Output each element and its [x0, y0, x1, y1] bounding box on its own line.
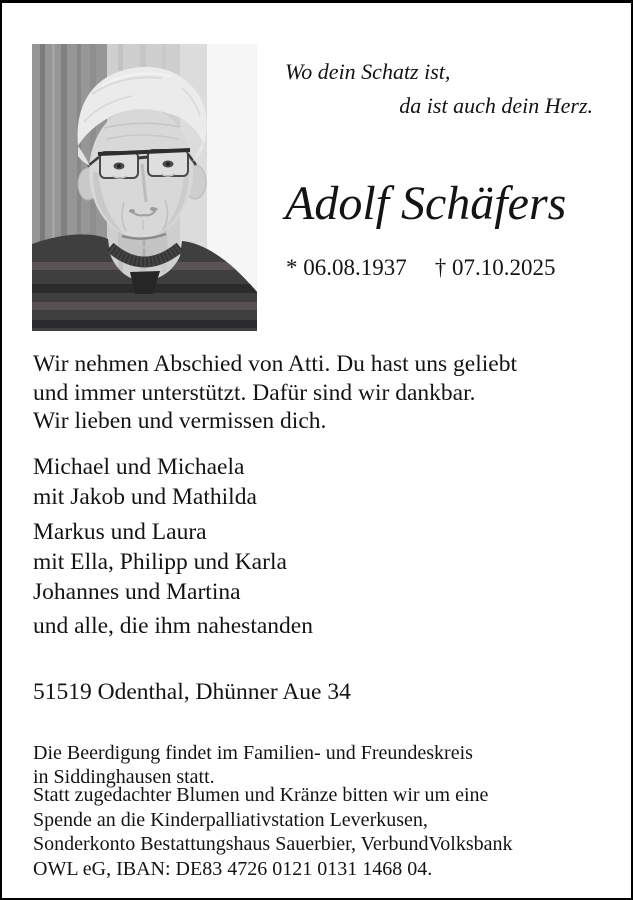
epitaph-quote	[285, 55, 597, 123]
farewell-paragraph	[33, 350, 517, 436]
donation-line: Statt zugedachter Blumen und Kränze bitten wir um eine	[33, 784, 489, 806]
mourner-line: Michael und Michaela	[33, 454, 245, 480]
farewell-line: und immer unterstützt. Dafür sind wir dankbar.	[33, 379, 476, 406]
life-dates	[286, 254, 556, 281]
mourner-line: Johannes und Martina	[33, 579, 241, 605]
birth-date: * 06.08.1937	[286, 255, 407, 280]
farewell-line: Wir lieben und vermissen dich.	[33, 408, 327, 434]
farewell-line: Wir nehmen Abschied von Atti. Du hast uns geliebt	[33, 351, 517, 377]
donation-line: Sonderkonto Bestattungshaus Sauerbier, VerbundVolksbank	[33, 833, 513, 855]
funeral-info-line: in Siddinghausen statt.	[33, 766, 215, 788]
funeral-info-paragraph	[33, 741, 473, 789]
donation-paragraph	[33, 783, 513, 881]
death-date: † 07.10.2025	[434, 255, 556, 280]
deceased-name: Adolf Schäfers	[285, 177, 567, 230]
funeral-info-line: Die Beerdigung findet im Familien- und Freundeskreis	[33, 742, 473, 764]
mourner-line: mit Ella, Philipp und Karla	[33, 549, 287, 575]
address-line: 51519 Odenthal, Dhünner Aue 34	[33, 679, 351, 705]
epitaph-quote-line-1: Wo dein Schatz ist,	[285, 59, 451, 84]
mourner-line: und alle, die ihm nahestanden	[33, 613, 313, 639]
donation-line: Spende an die Kinderpalliativstation Leverkusen,	[33, 808, 428, 831]
portrait-photo	[32, 44, 257, 331]
donation-line: OWL eG, IBAN: DE83 4726 0121 0131 1468 04.	[33, 857, 433, 880]
portrait-photo-illustration	[32, 44, 257, 331]
mourner-line: Markus und Laura	[33, 519, 207, 545]
mourners-list	[33, 452, 313, 641]
epitaph-quote-line-2: da ist auch dein Herz.	[399, 93, 593, 118]
mourner-line: mit Jakob und Mathilda	[33, 484, 257, 510]
